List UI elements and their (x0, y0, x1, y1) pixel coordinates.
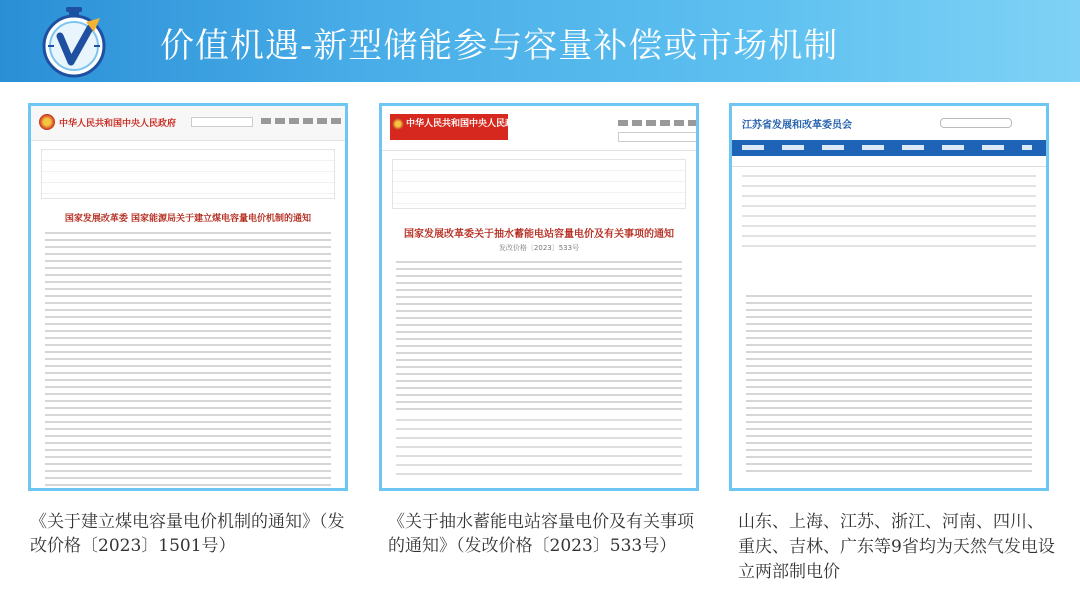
caption-gas-two-part-tariff: 山东、上海、江苏、浙江、河南、四川、重庆、吉林、广东等9省均为天然气发电设立两部制电价 (738, 512, 1055, 582)
gov-site-name: 中华人民共和国中央人民政府 (406, 119, 524, 129)
caption-pumped-storage: 《关于抽水蓄能电站容量电价及有关事项的通知》（发改价格〔2023〕533号） (388, 512, 694, 556)
document-title: 国家发展改革委关于抽水蓄能电站容量电价及有关事项的通知 (404, 229, 674, 240)
document-thumbnail-jiangsu-gas (729, 103, 1049, 491)
gov-site-header (382, 106, 696, 151)
stopwatch-v-logo-icon (38, 6, 110, 78)
document-signature-block (396, 419, 682, 479)
caption-coal-capacity: 《关于建立煤电容量电价机制的通知》（发改价格〔2023〕1501号） (30, 512, 345, 556)
top-nav-links (618, 120, 696, 126)
document-meta-table (742, 175, 1036, 255)
slide-title: 价值机遇-新型储能参与容量补偿或市场机制 (160, 26, 839, 66)
document-thumbnail-coal-capacity (28, 103, 348, 491)
jiangsu-site-name: 江苏省发展和改革委员会 (742, 120, 852, 131)
document-body-text (746, 295, 1032, 475)
national-emblem-icon (392, 118, 404, 130)
document-meta-table (41, 149, 335, 199)
document-body-text (396, 261, 682, 411)
search-box (191, 117, 253, 127)
search-box (618, 132, 698, 142)
document-meta-table (392, 159, 686, 209)
document-number: 发改价格〔2023〕533号 (498, 244, 580, 252)
search-box (940, 118, 1012, 128)
site-navbar (732, 140, 1046, 156)
title-bar (0, 0, 1080, 82)
top-nav-links (261, 118, 341, 124)
document-body-text (45, 232, 331, 491)
jiangsu-site-header (732, 106, 1046, 167)
gov-site-header (31, 106, 345, 141)
national-emblem-icon (39, 114, 55, 130)
document-title: 国家发展改革委 国家能源局关于建立煤电容量电价机制的通知 (64, 214, 312, 224)
document-thumbnail-pumped-storage (379, 103, 699, 491)
gov-site-name: 中华人民共和国中央人民政府 (59, 119, 177, 129)
